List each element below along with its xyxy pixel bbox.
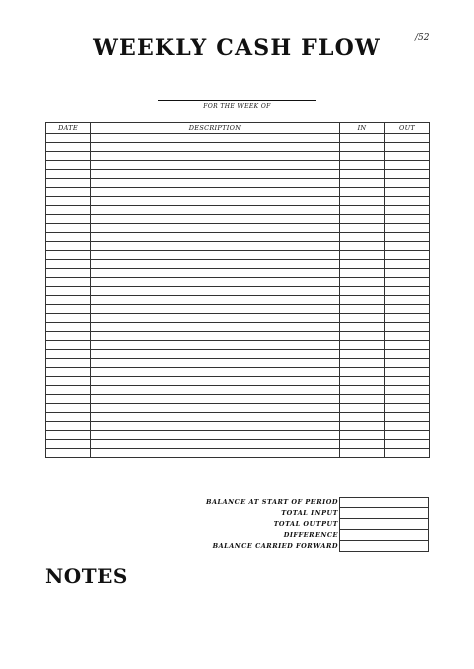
in-cell[interactable]	[340, 170, 385, 179]
description-cell[interactable]	[91, 152, 340, 161]
date-cell[interactable]	[46, 350, 91, 359]
summary-value-field[interactable]	[339, 497, 429, 508]
summary-label: DIFFERENCE	[283, 531, 338, 539]
in-cell[interactable]	[340, 404, 385, 413]
out-cell[interactable]	[385, 152, 430, 161]
out-cell[interactable]	[385, 413, 430, 422]
out-cell[interactable]	[385, 287, 430, 296]
in-cell[interactable]	[340, 269, 385, 278]
description-cell[interactable]	[91, 197, 340, 206]
date-cell[interactable]	[46, 404, 91, 413]
table-row	[46, 368, 430, 377]
out-cell[interactable]	[385, 305, 430, 314]
in-cell[interactable]	[340, 332, 385, 341]
description-cell[interactable]	[91, 431, 340, 440]
out-cell[interactable]	[385, 242, 430, 251]
table-row	[46, 449, 430, 458]
table-row	[46, 422, 430, 431]
in-cell[interactable]	[340, 161, 385, 170]
in-cell[interactable]	[340, 350, 385, 359]
out-cell[interactable]	[385, 179, 430, 188]
in-cell[interactable]	[340, 215, 385, 224]
out-cell[interactable]	[385, 431, 430, 440]
in-cell[interactable]	[340, 287, 385, 296]
out-cell[interactable]	[385, 323, 430, 332]
column-header-in: IN	[340, 123, 385, 134]
table-row	[46, 305, 430, 314]
in-cell[interactable]	[340, 395, 385, 404]
out-cell[interactable]	[385, 440, 430, 449]
out-cell[interactable]	[385, 269, 430, 278]
table-row	[46, 179, 430, 188]
date-cell[interactable]	[46, 188, 91, 197]
date-cell[interactable]	[46, 386, 91, 395]
date-cell[interactable]	[46, 152, 91, 161]
week-of-line[interactable]	[158, 100, 316, 101]
summary-value-field[interactable]	[339, 508, 429, 519]
date-cell[interactable]	[46, 134, 91, 143]
out-cell[interactable]	[385, 251, 430, 260]
description-cell[interactable]	[91, 413, 340, 422]
description-cell[interactable]	[91, 359, 340, 368]
out-cell[interactable]	[385, 224, 430, 233]
table-row	[46, 170, 430, 179]
description-cell[interactable]	[91, 440, 340, 449]
in-cell[interactable]	[340, 251, 385, 260]
description-cell[interactable]	[91, 314, 340, 323]
out-cell[interactable]	[385, 188, 430, 197]
summary-label: BALANCE CARRIED FORWARD	[212, 542, 338, 550]
description-cell[interactable]	[91, 233, 340, 242]
cash-flow-table	[45, 122, 430, 458]
table-body	[46, 134, 430, 458]
summary-value-field[interactable]	[339, 530, 429, 541]
description-cell[interactable]	[91, 404, 340, 413]
table-row	[46, 404, 430, 413]
description-cell[interactable]	[91, 368, 340, 377]
date-cell[interactable]	[46, 377, 91, 386]
in-cell[interactable]	[340, 296, 385, 305]
summary-label: TOTAL INPUT	[281, 509, 338, 517]
date-cell[interactable]	[46, 341, 91, 350]
column-header-date: DATE	[46, 123, 91, 134]
description-cell[interactable]	[91, 287, 340, 296]
description-cell[interactable]	[91, 161, 340, 170]
date-cell[interactable]	[46, 197, 91, 206]
table-row	[46, 143, 430, 152]
out-cell[interactable]	[385, 215, 430, 224]
description-cell[interactable]	[91, 269, 340, 278]
summary-row-difference	[0, 530, 474, 541]
summary-row-balance-start	[0, 497, 474, 508]
in-cell[interactable]	[340, 197, 385, 206]
out-cell[interactable]	[385, 332, 430, 341]
column-header-description: DESCRIPTION	[91, 123, 340, 134]
table-row	[46, 152, 430, 161]
description-cell[interactable]	[91, 350, 340, 359]
out-cell[interactable]	[385, 395, 430, 404]
in-cell[interactable]	[340, 341, 385, 350]
description-cell[interactable]	[91, 323, 340, 332]
table-row	[46, 269, 430, 278]
table-row	[46, 296, 430, 305]
out-cell[interactable]	[385, 143, 430, 152]
date-cell[interactable]	[46, 260, 91, 269]
date-cell[interactable]	[46, 395, 91, 404]
table-row	[46, 350, 430, 359]
description-cell[interactable]	[91, 341, 340, 350]
date-cell[interactable]	[46, 251, 91, 260]
date-cell[interactable]	[46, 413, 91, 422]
table-row	[46, 197, 430, 206]
date-cell[interactable]	[46, 305, 91, 314]
out-cell[interactable]	[385, 377, 430, 386]
description-cell[interactable]	[91, 206, 340, 215]
out-cell[interactable]	[385, 386, 430, 395]
table-row	[46, 359, 430, 368]
in-cell[interactable]	[340, 242, 385, 251]
in-cell[interactable]	[340, 368, 385, 377]
summary-value-field[interactable]	[339, 541, 429, 552]
table-header-row	[46, 123, 430, 134]
table-row	[46, 224, 430, 233]
date-cell[interactable]	[46, 323, 91, 332]
in-cell[interactable]	[340, 134, 385, 143]
date-cell[interactable]	[46, 170, 91, 179]
description-cell[interactable]	[91, 386, 340, 395]
out-cell[interactable]	[385, 197, 430, 206]
table-row	[46, 206, 430, 215]
date-cell[interactable]	[46, 449, 91, 458]
table-row	[46, 242, 430, 251]
date-cell[interactable]	[46, 233, 91, 242]
in-cell[interactable]	[340, 188, 385, 197]
in-cell[interactable]	[340, 233, 385, 242]
date-cell[interactable]	[46, 161, 91, 170]
table-row	[46, 188, 430, 197]
table-row	[46, 413, 430, 422]
table-row	[46, 251, 430, 260]
description-cell[interactable]	[91, 422, 340, 431]
in-cell[interactable]	[340, 305, 385, 314]
out-cell[interactable]	[385, 170, 430, 179]
in-cell[interactable]	[340, 323, 385, 332]
description-cell[interactable]	[91, 134, 340, 143]
table-row	[46, 134, 430, 143]
in-cell[interactable]	[340, 179, 385, 188]
table-row	[46, 215, 430, 224]
out-cell[interactable]	[385, 233, 430, 242]
description-cell[interactable]	[91, 449, 340, 458]
in-cell[interactable]	[340, 440, 385, 449]
date-cell[interactable]	[46, 332, 91, 341]
in-cell[interactable]	[340, 431, 385, 440]
table-row	[46, 161, 430, 170]
date-cell[interactable]	[46, 206, 91, 215]
date-cell[interactable]	[46, 314, 91, 323]
date-cell[interactable]	[46, 215, 91, 224]
in-cell[interactable]	[340, 413, 385, 422]
summary-label: TOTAL OUTPUT	[273, 520, 338, 528]
description-cell[interactable]	[91, 143, 340, 152]
date-cell[interactable]	[46, 179, 91, 188]
description-cell[interactable]	[91, 170, 340, 179]
date-cell[interactable]	[46, 431, 91, 440]
table-row	[46, 395, 430, 404]
in-cell[interactable]	[340, 377, 385, 386]
date-cell[interactable]	[46, 422, 91, 431]
description-cell[interactable]	[91, 395, 340, 404]
summary-value-field[interactable]	[339, 519, 429, 530]
page-title: WEEKLY CASH FLOW	[93, 35, 381, 61]
date-cell[interactable]	[46, 359, 91, 368]
table-row	[46, 260, 430, 269]
summary-label: BALANCE AT START OF PERIOD	[206, 498, 338, 506]
table-row	[46, 314, 430, 323]
summary-row-balance-forward	[0, 541, 474, 552]
table-row	[46, 332, 430, 341]
description-cell[interactable]	[91, 251, 340, 260]
date-cell[interactable]	[46, 143, 91, 152]
in-cell[interactable]	[340, 359, 385, 368]
date-cell[interactable]	[46, 224, 91, 233]
table-row	[46, 233, 430, 242]
date-cell[interactable]	[46, 296, 91, 305]
description-cell[interactable]	[91, 242, 340, 251]
description-cell[interactable]	[91, 278, 340, 287]
out-cell[interactable]	[385, 161, 430, 170]
in-cell[interactable]	[340, 152, 385, 161]
out-cell[interactable]	[385, 206, 430, 215]
out-cell[interactable]	[385, 278, 430, 287]
description-cell[interactable]	[91, 188, 340, 197]
out-cell[interactable]	[385, 341, 430, 350]
date-cell[interactable]	[46, 278, 91, 287]
description-cell[interactable]	[91, 332, 340, 341]
date-cell[interactable]	[46, 440, 91, 449]
table-row	[46, 323, 430, 332]
out-cell[interactable]	[385, 134, 430, 143]
date-cell[interactable]	[46, 242, 91, 251]
notes-heading: NOTES	[45, 564, 128, 588]
out-cell[interactable]	[385, 296, 430, 305]
table-row	[46, 341, 430, 350]
column-header-out: OUT	[385, 123, 430, 134]
description-cell[interactable]	[91, 224, 340, 233]
out-cell[interactable]	[385, 359, 430, 368]
table-row	[46, 431, 430, 440]
in-cell[interactable]	[340, 314, 385, 323]
in-cell[interactable]	[340, 386, 385, 395]
date-cell[interactable]	[46, 368, 91, 377]
description-cell[interactable]	[91, 296, 340, 305]
page-number: /52	[415, 33, 430, 43]
description-cell[interactable]	[91, 377, 340, 386]
in-cell[interactable]	[340, 224, 385, 233]
in-cell[interactable]	[340, 206, 385, 215]
week-of-label: FOR THE WEEK OF	[203, 103, 271, 110]
out-cell[interactable]	[385, 350, 430, 359]
out-cell[interactable]	[385, 404, 430, 413]
summary-row-total-output	[0, 519, 474, 530]
in-cell[interactable]	[340, 449, 385, 458]
in-cell[interactable]	[340, 143, 385, 152]
date-cell[interactable]	[46, 269, 91, 278]
table-row	[46, 386, 430, 395]
table-row	[46, 278, 430, 287]
table-row	[46, 440, 430, 449]
in-cell[interactable]	[340, 260, 385, 269]
out-cell[interactable]	[385, 422, 430, 431]
date-cell[interactable]	[46, 287, 91, 296]
out-cell[interactable]	[385, 449, 430, 458]
description-cell[interactable]	[91, 179, 340, 188]
table-row	[46, 287, 430, 296]
summary-row-total-input	[0, 508, 474, 519]
out-cell[interactable]	[385, 260, 430, 269]
description-cell[interactable]	[91, 260, 340, 269]
description-cell[interactable]	[91, 305, 340, 314]
out-cell[interactable]	[385, 368, 430, 377]
table-row	[46, 377, 430, 386]
out-cell[interactable]	[385, 314, 430, 323]
in-cell[interactable]	[340, 278, 385, 287]
description-cell[interactable]	[91, 215, 340, 224]
in-cell[interactable]	[340, 422, 385, 431]
